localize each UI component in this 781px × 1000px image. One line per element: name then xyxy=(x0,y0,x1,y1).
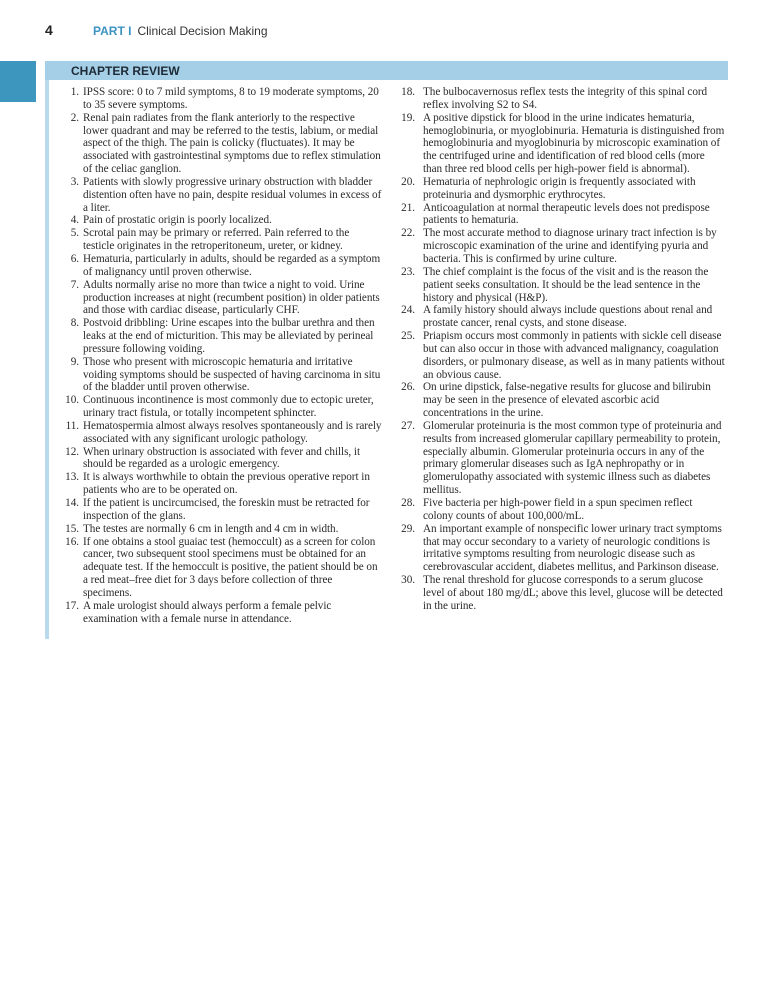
review-column-left xyxy=(60,86,382,625)
item-text: Scrotal pain may be primary or referred. Pain referred to the testicle originates in the retroperitoneum, ureter, or kidney. xyxy=(83,227,350,253)
item-text: On urine dipstick, false-negative results for glucose and bilirubin may be seen in the presence of elevated ascorbic acid concentrations in the urine. xyxy=(423,381,711,420)
review-item xyxy=(395,330,725,381)
review-list-left xyxy=(60,86,382,625)
review-item xyxy=(395,420,725,497)
item-number: 17. xyxy=(65,599,79,612)
review-item xyxy=(60,253,382,279)
item-number: 2. xyxy=(70,111,79,124)
item-number: 18. xyxy=(401,86,415,98)
review-item xyxy=(60,279,382,318)
item-number: 28. xyxy=(401,497,415,509)
review-item xyxy=(395,381,725,420)
item-text: Adults normally arise no more than twice a night to void. Urine production increases at night (recumbent position) in older patients and those with cardiac disease, particularly CHF. xyxy=(83,278,380,317)
item-text: A positive dipstick for blood in the urine indicates hematuria, hemoglobinuria, or myoglobinuria. Hematuria is distinguished from hemoglobinuria and myoglobinuria by microscopic examination of the centrifuged urine and identification of red blood cells (more than three red blood cells per high-power field is abnormal). xyxy=(423,111,725,176)
item-number: 29. xyxy=(401,522,415,535)
item-text: If the patient is uncircumcised, the foreskin must be retracted for inspection of the glans. xyxy=(83,497,370,522)
item-number: 13. xyxy=(65,471,79,484)
review-item xyxy=(395,86,725,112)
item-number: 20. xyxy=(401,175,415,188)
item-text: Anticoagulation at normal therapeutic levels does not predispose patients to hematuria. xyxy=(423,201,710,227)
review-item xyxy=(395,497,725,523)
item-text: A male urologist should always perform a female pelvic examination with a female nurse in attendance. xyxy=(83,599,332,625)
item-text: It is always worthwhile to obtain the previous operative report in patients who are to be operated on. xyxy=(83,471,370,497)
item-text: An important example of nonspecific lower urinary tract symptoms that may occur secondary to a variety of neurologic conditions is irritative symptoms resulting from neurologic disease such as cerebrovascular accident, diabetes mellitus, and Parkinson disease. xyxy=(423,522,722,574)
review-item xyxy=(60,176,382,215)
item-number: 11. xyxy=(65,419,79,432)
item-number: 5. xyxy=(70,227,79,240)
item-text: The testes are normally 6 cm in length and 4 cm in width. xyxy=(83,522,339,535)
item-text: A family history should always include questions about renal and prostate cancer, renal cysts, and stone disease. xyxy=(423,304,713,330)
item-number: 15. xyxy=(65,522,79,535)
item-text: Continuous incontinence is most commonly due to ectopic ureter, urinary tract fistula, or totally incompetent sphincter. xyxy=(83,394,374,420)
review-item xyxy=(60,317,382,356)
item-text: Patients with slowly progressive urinary obstruction with bladder distention often have no pain, despite residual volumes in excess of a liter. xyxy=(83,175,382,214)
item-number: 30. xyxy=(401,574,415,587)
item-number: 1. xyxy=(70,86,79,98)
item-number: 9. xyxy=(70,355,79,368)
item-number: 21. xyxy=(401,201,415,214)
item-number: 10. xyxy=(65,394,79,407)
item-text: The most accurate method to diagnose urinary tract infection is by microscopic examination of the urine and identifying pyuria and bacteria. This is confirmed by urine culture. xyxy=(423,227,717,265)
item-text: Priapism occurs most commonly in patients with sickle cell disease but can also occur in those with advanced malignancy, coagulation disorders, or pulmonary disease, as well as in many patients without an obvious cause. xyxy=(423,330,725,381)
item-text: Glomerular proteinuria is the most common type of proteinuria and results from increased glomerular capillary permeability to protein, especially albumin. Glomerular proteinuria occurs in any of the primary glomerular diseases such as IgA nephropathy or in glomerulopathy associated with systemic illness such as diabetes mellitus. xyxy=(423,419,722,497)
item-number: 25. xyxy=(401,330,415,343)
review-item xyxy=(60,394,382,420)
item-number: 7. xyxy=(70,278,79,291)
review-item xyxy=(60,446,382,472)
item-text: Hematospermia almost always resolves spontaneously and is rarely associated with any significant urologic pathology. xyxy=(83,419,382,445)
item-number: 19. xyxy=(401,111,415,124)
review-item xyxy=(60,420,382,446)
item-text: Hematuria, particularly in adults, should be regarded as a symptom of malignancy until proven otherwise. xyxy=(83,252,381,278)
running-header xyxy=(0,22,781,42)
item-text: Pain of prostatic origin is poorly localized. xyxy=(83,214,272,227)
item-number: 12. xyxy=(65,445,79,458)
item-text: When urinary obstruction is associated with fever and chills, it should be regarded as a urologic emergency. xyxy=(83,445,361,471)
part-title: Clinical Decision Making xyxy=(137,24,268,38)
review-item xyxy=(60,471,382,497)
section-rule xyxy=(45,80,49,639)
item-number: 3. xyxy=(70,175,79,188)
item-number: 26. xyxy=(401,381,415,394)
item-number: 24. xyxy=(401,304,415,317)
part-number: PART I xyxy=(93,24,132,38)
item-text: Those who present with microscopic hematuria and irritative voiding symptoms should be suspected of having carcinoma in situ of the bladder until proven otherwise. xyxy=(83,355,381,394)
review-column-right xyxy=(395,86,725,613)
review-item xyxy=(60,227,382,253)
review-item xyxy=(395,227,725,266)
part-label xyxy=(93,24,268,38)
side-tab-decoration xyxy=(0,61,36,102)
review-item xyxy=(60,600,382,626)
item-text: Renal pain radiates from the flank anteriorly to the respective lower quadrant and may be referred to the testis, labium, or medial aspect of the thigh. The pain is colicky (fluctuates). It may be associated with gastrointestinal symptoms due to reflex stimulation of the celiac ganglion. xyxy=(83,111,381,176)
item-text: Five bacteria per high-power field in a spun specimen reflect colony counts of about 100,000/mL. xyxy=(423,497,693,522)
item-text: If one obtains a stool guaiac test (hemoccult) as a screen for colon cancer, two subsequent stool specimens must be obtained for an adequate test. If the hemoccult is positive, the patient should be on a red meat–free diet for 3 days before collection of three specimens. xyxy=(83,535,378,599)
item-text: Hematuria of nephrologic origin is frequently associated with proteinuria and dysmorphic erythrocytes. xyxy=(423,175,696,201)
item-number: 16. xyxy=(65,535,79,548)
review-item xyxy=(60,536,382,600)
item-number: 23. xyxy=(401,265,415,278)
item-text: The chief complaint is the focus of the visit and is the reason the patient seeks consultation. It should be the lead sentence in the history and physical (H&P). xyxy=(423,265,709,304)
item-number: 6. xyxy=(70,252,79,265)
chapter-review-heading: CHAPTER REVIEW xyxy=(45,61,728,80)
review-item xyxy=(395,176,725,202)
review-item xyxy=(60,86,382,112)
item-text: The renal threshold for glucose corresponds to a serum glucose level of about 180 mg/dL; above this level, glucose will be detected in the urine. xyxy=(423,574,723,612)
review-item xyxy=(395,112,725,176)
item-text: The bulbocavernosus reflex tests the integrity of this spinal cord reflex involving S2 to S4. xyxy=(423,86,708,111)
review-item xyxy=(395,574,725,613)
review-item xyxy=(60,112,382,176)
page-number: 4 xyxy=(45,22,53,38)
item-text: IPSS score: 0 to 7 mild symptoms, 8 to 19 moderate symptoms, 20 to 35 severe symptoms. xyxy=(83,86,379,111)
review-item xyxy=(60,523,382,536)
item-number: 22. xyxy=(401,227,415,240)
review-item xyxy=(395,202,725,228)
review-item xyxy=(60,497,382,523)
review-item xyxy=(395,304,725,330)
review-item xyxy=(395,523,725,574)
item-number: 27. xyxy=(401,419,415,432)
item-number: 14. xyxy=(65,497,79,509)
item-text: Postvoid dribbling: Urine escapes into the bulbar urethra and then leaks at the end of micturition. This may be alleviated by perineal pressure following voiding. xyxy=(83,317,375,355)
review-item xyxy=(395,266,725,305)
review-list-right xyxy=(395,86,725,613)
review-item xyxy=(60,356,382,395)
item-number: 8. xyxy=(70,317,79,330)
item-number: 4. xyxy=(70,214,79,227)
review-item xyxy=(60,214,382,227)
